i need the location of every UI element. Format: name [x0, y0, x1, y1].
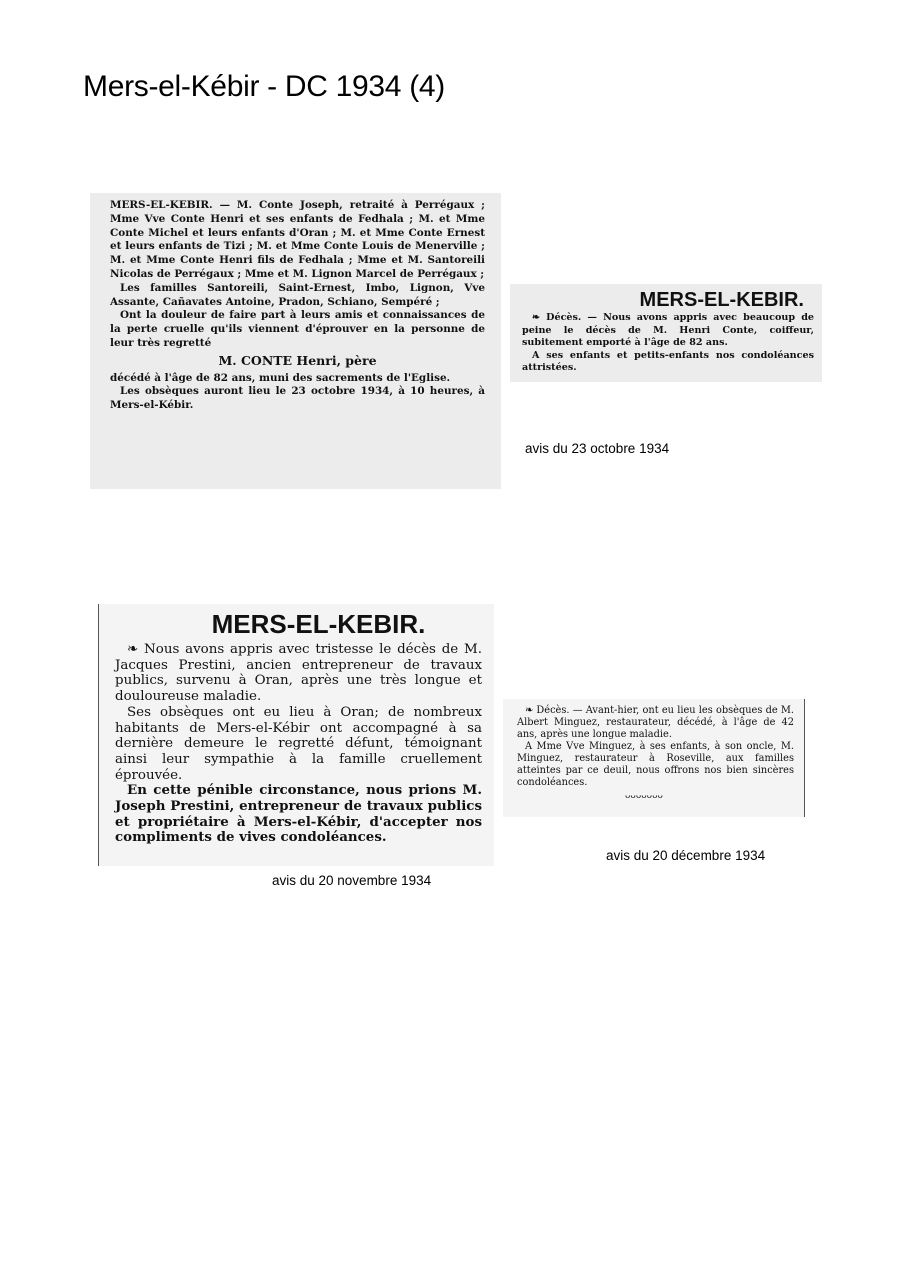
- ornament-divider: ᴗᴗᴗᴗᴗᴗᴗ: [625, 791, 663, 801]
- clipping-prestini: [98, 604, 494, 866]
- clipping-paragraph: A ses enfants et petits-enfants nos condoléances attristées.: [522, 349, 814, 373]
- clipping-conte-family-notice: [90, 193, 501, 489]
- clipping-paragraph: Les familles Santoreili, Saint-Ernest, Imbo, Lignon, Vve Assante, Cañavates Antoine, Pradon, Schiano, Sempéré ;: [110, 281, 485, 308]
- clipping-paragraph: ❧ Décès. — Avant-hier, ont eu lieu les obsèques de M. Albert Minguez, restaurateur, décédé, à l'âge de 42 ans, après une longue maladie.: [517, 705, 794, 740]
- clipping-paragraph: En cette pénible circonstance, nous prions M. Joseph Prestini, entrepreneur de travaux publics et propriétaire à Mers-el-Kébir, d'accepter nos compliments de vives condoléances.: [115, 782, 482, 846]
- caption-20-novembre: avis du 20 novembre 1934: [272, 873, 432, 888]
- clipping-paragraph: MERS-EL-KEBIR. — M. Conte Joseph, retraité à Perrégaux ; Mme Vve Conte Henri et ses enfants de Fedhala ; M. et Mme Conte Michel et leurs enfants d'Oran ; M. et Mme Conte Ernest et leurs enfants de Tizi ; M. et Mme Conte Louis de Menerville ; M. et Mme Conte Henri fils de Fedhala ; Mme et M. Santoreili Nicolas de Perrégaux ; Mme et M. Lignon Marcel de Perrégaux ;: [110, 199, 485, 280]
- clipping-heading: MERS-EL-KEBIR.: [639, 289, 804, 311]
- clipping-paragraph: A Mme Vve Minguez, à ses enfants, à son oncle, M. Minguez, restaurateur à Roseville, aux familles atteintes par ce deuil, nous offrons nos bien sincères condoléances.: [517, 741, 794, 788]
- deceased-name: M. CONTE Henri, père: [218, 352, 377, 368]
- clipping-paragraph: Ses obsèques ont eu lieu à Oran; de nombreux habitants de Mers-el-Kébir ont accompagné à sa dernière demeure le regretté défunt, témoignant ainsi leur sympathie à la famille cruellement éprouvée.: [115, 704, 482, 783]
- clipping-paragraph: Les obsèques auront lieu le 23 octobre 1934, à 10 heures, à Mers-el-Kébir.: [110, 385, 485, 412]
- caption-20-decembre: avis du 20 décembre 1934: [606, 848, 766, 863]
- clipping-paragraph: ❧ Décès. — Nous avons appris avec beaucoup de peine le décès de M. Henri Conte, coiffeur, subitement emporté à l'âge de 82 ans.: [522, 312, 814, 348]
- clipping-conte-deces: [510, 284, 822, 382]
- clipping-heading: MERS-EL-KEBIR.: [211, 609, 426, 639]
- page-title: Mers-el-Kébir - DC 1934 (4): [83, 70, 445, 103]
- clipping-paragraph: ❧ Nous avons appris avec tristesse le décès de M. Jacques Prestini, ancien entrepreneur de travaux publics, survenu à Oran, après une très longue et douloureuse maladie.: [115, 642, 482, 705]
- clipping-paragraph: décédé à l'âge de 82 ans, muni des sacrements de l'Eglise.: [110, 371, 451, 384]
- clipping-minguez: [503, 699, 805, 817]
- clipping-paragraph: Ont la douleur de faire part à leurs amis et connaissances de la perte cruelle qu'ils viennent d'éprouver en la personne de leur très regretté: [110, 309, 485, 349]
- caption-23-octobre: avis du 23 octobre 1934: [525, 441, 670, 456]
